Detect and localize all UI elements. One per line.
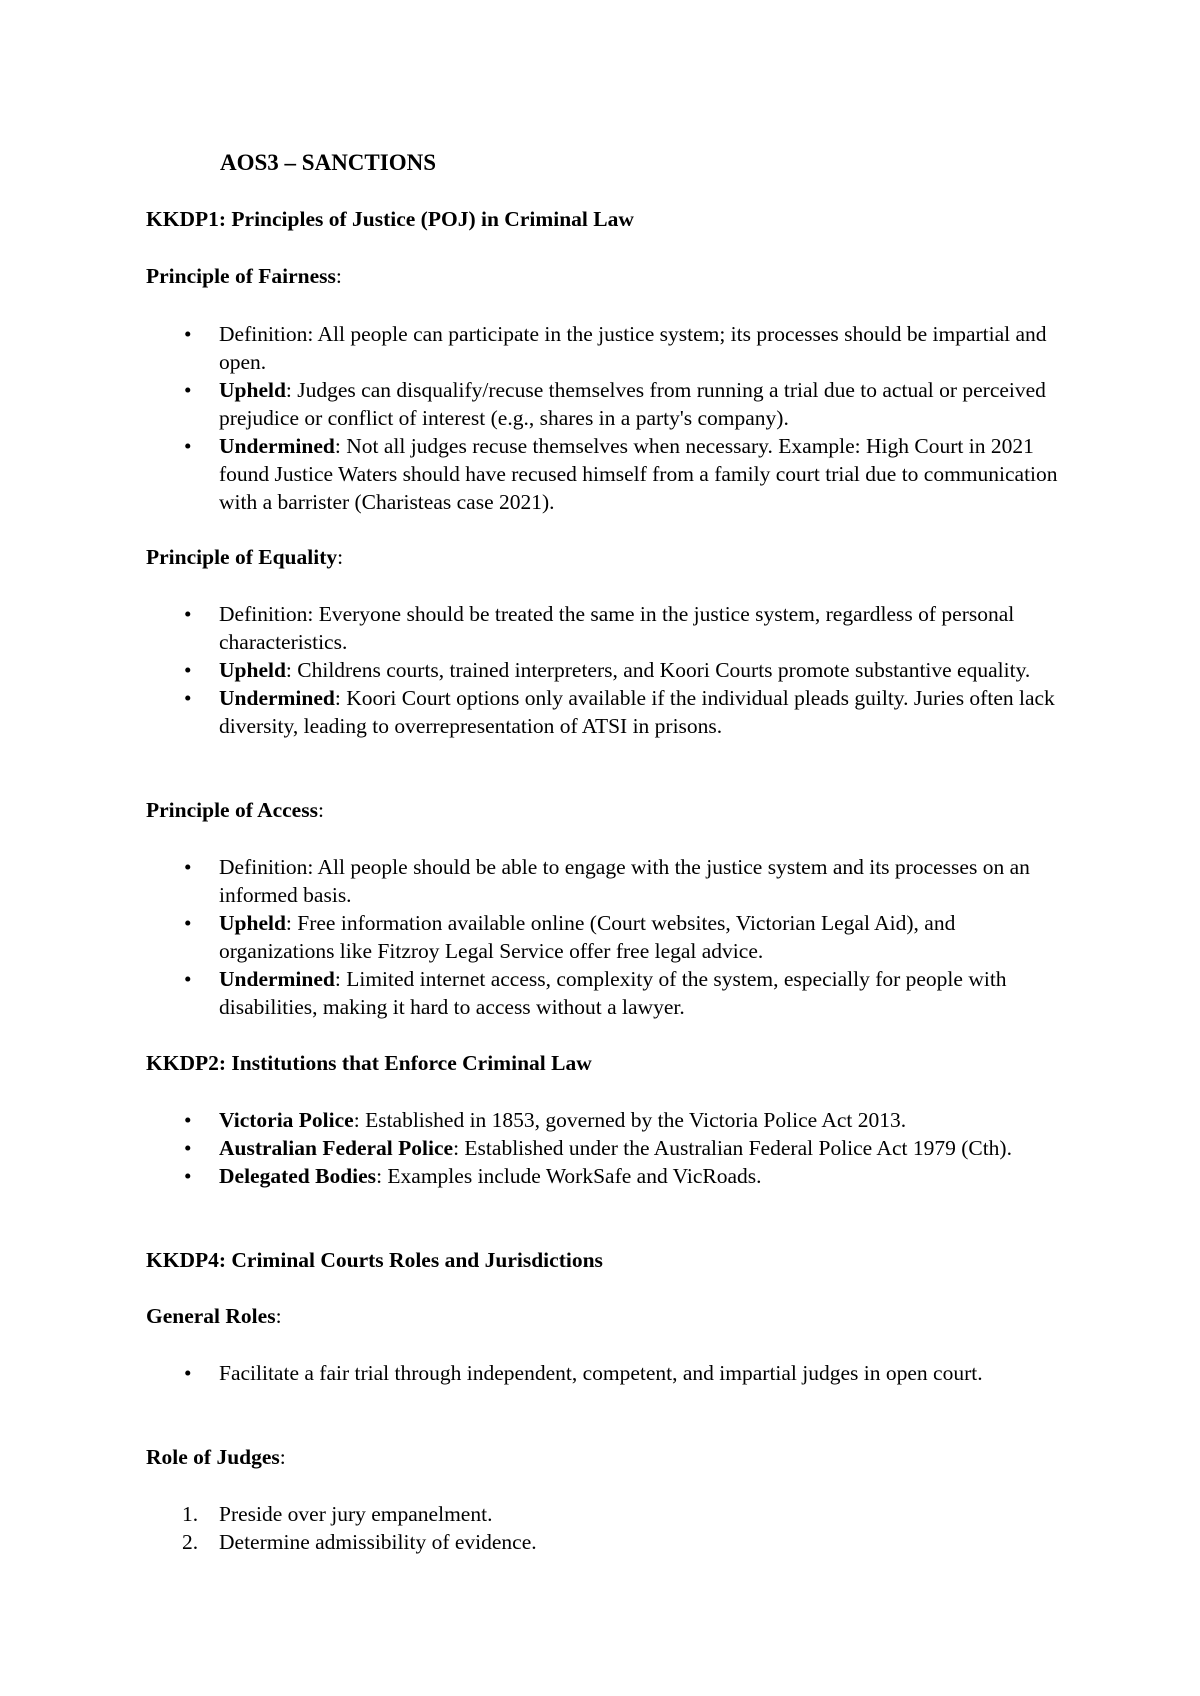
access-heading-text: Principle of Access — [146, 798, 318, 822]
general-roles-heading-colon: : — [275, 1304, 282, 1328]
access-definition: Definition: All people should be able to engage with the justice system and its processes on an informed basis. — [219, 855, 1030, 907]
judges-heading-text: Role of Judges — [146, 1445, 280, 1469]
fairness-upheld-text: : Judges can disqualify/recuse themselves from running a trial due to actual or perceived prejudice or conflict of interest (e.g., shares in a party's company). — [219, 378, 1046, 430]
fairness-definition: Definition: All people can participate in the justice system; its processes should be impartial and open. — [219, 322, 1047, 374]
list-item — [146, 600, 1076, 656]
fairness-upheld-label: Upheld — [219, 378, 286, 402]
general-roles-item: Facilitate a fair trial through independent, competent, and impartial judges in open court. — [219, 1361, 983, 1385]
fairness-heading-colon: : — [335, 264, 342, 288]
equality-undermined-label: Undermined — [219, 686, 335, 710]
judges-item-text: Determine admissibility of evidence. — [219, 1530, 537, 1554]
list-item — [146, 1162, 1076, 1190]
judges-item-text: Preside over jury empanelment. — [219, 1502, 493, 1526]
list-number: 1. — [182, 1502, 199, 1526]
access-undermined-label: Undermined — [219, 967, 335, 991]
list-item — [146, 853, 1076, 909]
access-heading — [146, 796, 324, 824]
list-item — [146, 1359, 1076, 1387]
list-item — [146, 656, 1076, 684]
kkdp2-list — [146, 1106, 1076, 1190]
general-roles-heading-text: General Roles — [146, 1304, 276, 1328]
equality-definition: Definition: Everyone should be treated the same in the justice system, regardless of personal characteristics. — [219, 602, 1015, 654]
equality-upheld-label: Upheld — [219, 658, 286, 682]
list-number: 2. — [182, 1530, 199, 1554]
list-item — [146, 1134, 1076, 1162]
fairness-list — [146, 320, 1076, 516]
equality-list — [146, 600, 1076, 740]
general-roles-heading — [146, 1302, 282, 1330]
equality-upheld-text: : Childrens courts, trained interpreters, and Koori Courts promote substantive equality. — [285, 658, 1031, 682]
kkdp2-item-label: Australian Federal Police — [219, 1136, 454, 1160]
list-item — [146, 965, 1076, 1021]
fairness-undermined-text: : Not all judges recuse themselves when necessary. Example: High Court in 2021 found Justice Waters should have recused himself from a family court trial due to communication with a barrister (Charisteas case 2021). — [219, 434, 1058, 514]
document-title: AOS3 – SANCTIONS — [220, 150, 436, 175]
kkdp2-item-text: : Examples include WorkSafe and VicRoads. — [376, 1164, 762, 1188]
list-item — [146, 1528, 1076, 1556]
kkdp2-item-label: Victoria Police — [219, 1108, 354, 1132]
judges-list — [146, 1500, 1076, 1556]
equality-heading-colon: : — [337, 545, 344, 569]
kkdp2-item-text: : Established in 1853, governed by the Victoria Police Act 2013. — [353, 1108, 907, 1132]
kkdp2-item-label: Delegated Bodies — [219, 1164, 377, 1188]
list-item — [146, 684, 1076, 740]
kkdp2-item-text: : Established under the Australian Federal Police Act 1979 (Cth). — [453, 1136, 1012, 1160]
list-item — [146, 909, 1076, 965]
access-heading-colon: : — [317, 798, 324, 822]
kkdp1-heading: KKDP1: Principles of Justice (POJ) in Criminal Law — [146, 207, 634, 231]
fairness-undermined-label: Undermined — [219, 434, 335, 458]
kkdp2-heading: KKDP2: Institutions that Enforce Criminal Law — [146, 1051, 592, 1075]
equality-undermined-text: : Koori Court options only available if the individual pleads guilty. Juries often lack diversity, leading to overrepresentation of ATSI in prisons. — [219, 686, 1055, 738]
list-item — [146, 1106, 1076, 1134]
access-list — [146, 853, 1076, 1021]
list-item — [146, 320, 1076, 376]
equality-heading — [146, 543, 343, 571]
judges-heading — [146, 1443, 286, 1471]
access-undermined-text: : Limited internet access, complexity of the system, especially for people with disabilities, making it hard to access without a lawyer. — [219, 967, 1007, 1019]
judges-heading-colon: : — [279, 1445, 286, 1469]
list-item — [146, 376, 1076, 432]
kkdp4-heading: KKDP4: Criminal Courts Roles and Jurisdictions — [146, 1248, 603, 1272]
fairness-heading — [146, 262, 342, 290]
list-item — [146, 1500, 1076, 1528]
access-upheld-text: : Free information available online (Court websites, Victorian Legal Aid), and organizations like Fitzroy Legal Service offer free legal advice. — [219, 911, 956, 963]
fairness-heading-text: Principle of Fairness — [146, 264, 336, 288]
list-item — [146, 432, 1076, 516]
general-roles-list — [146, 1359, 1076, 1387]
equality-heading-text: Principle of Equality — [146, 545, 338, 569]
access-upheld-label: Upheld — [219, 911, 286, 935]
